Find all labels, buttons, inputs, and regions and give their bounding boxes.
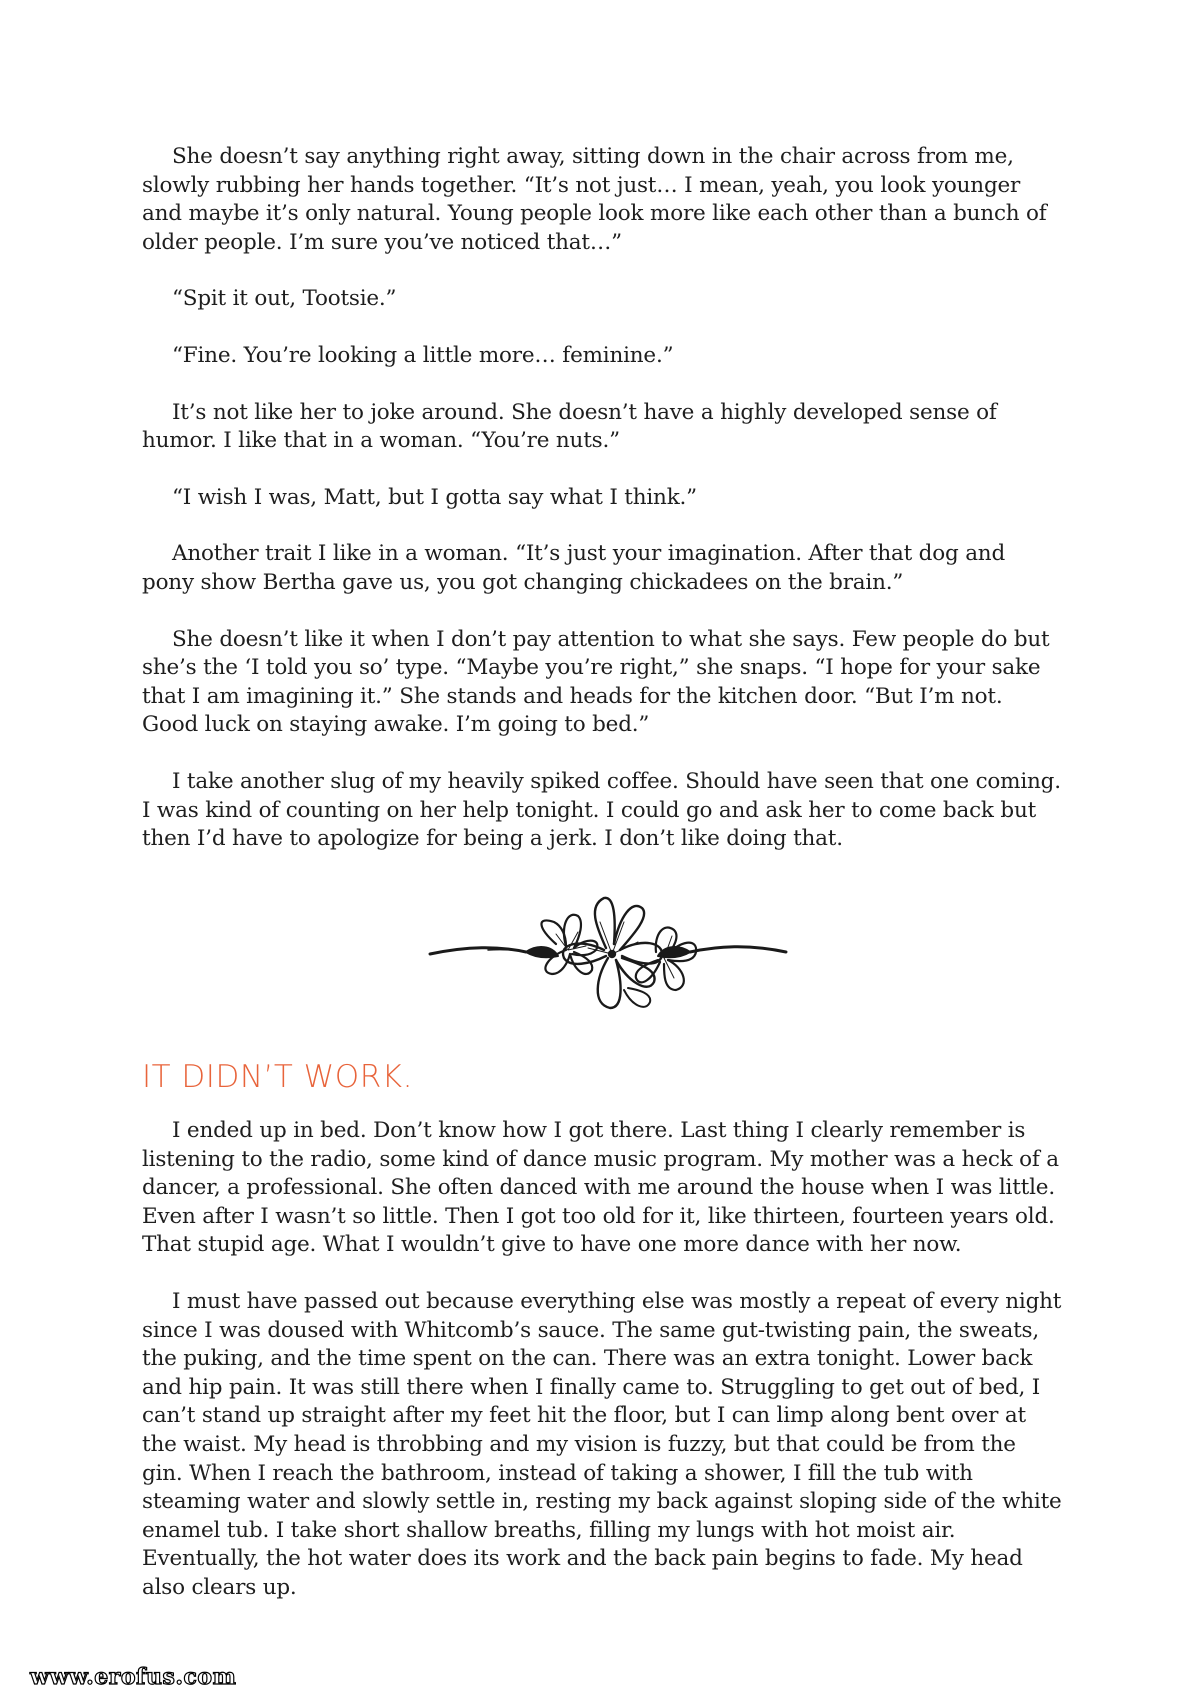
lily-flowers-divider-icon bbox=[428, 886, 788, 1026]
paragraph: I ended up in bed. Don’t know how I got there. Last thing I clearly remember is listening to the radio, some kind of dance music program. My mother was a heck of a dancer, a professional. She often danced with me around the house when I was little. Even after I wasn’t so little. Then I got too old for it, like thirteen, fourteen years old. That stupid age. What I wouldn’t give to have one more dance with her now. bbox=[142, 1118, 1059, 1258]
watermark: www.erofus.com bbox=[30, 1664, 237, 1690]
section-heading: IT DIDN’T WORK. bbox=[142, 1059, 413, 1095]
section-2-text bbox=[142, 1117, 1062, 1631]
paragraph: I must have passed out because everything else was mostly a repeat of every night since I was doused with Whitcomb’s sauce. The same gut-twisting pain, the sweats, the puking, and the time spent on the can. There was an extra tonight. Lower back and hip pain. It was still there when I finally came to. Struggling to get out of bed, I can’t stand up straight after my feet hit the floor, but I can limp along bent over at the waist. My head is throbbing and my vision is fuzzy, but that could be from the gin. When I reach the bathroom, instead of taking a shower, I fill the tub with steaming water and slowly settle in, resting my back against sloping side of the white enamel tub. I take short shallow breaths, filling my lungs with hot moist air. Eventually, the hot water does its work and the back pain begins to fade. My head also clears up. bbox=[142, 1288, 1062, 1600]
paragraph: It’s not like her to joke around. She doesn’t have a highly developed sense of humor. I like that in a woman. “You’re nuts.” bbox=[142, 399, 997, 454]
paragraph: “Spit it out, Tootsie.” bbox=[172, 286, 397, 312]
paragraph: She doesn’t say anything right away, sitting down in the chair across from me, slowly rubbing her hands together. “It’s not just… I mean, yeah, you look younger and maybe it’s only natural. Young people look more like each other than a bunch of older people. I’m sure you’ve noticed that…” bbox=[142, 144, 1047, 255]
paragraph: She doesn’t like it when I don’t pay attention to what she says. Few people do but she’s the ‘I told you so’ type. “Maybe you’re right,” she snaps. “I hope for your sake that I am imagining it.” She stands and heads for the kitchen door. “But I’m not. Good luck on staying awake. I’m going to bed.” bbox=[142, 626, 1050, 738]
paragraph: “Fine. You’re looking a little more… feminine.” bbox=[172, 342, 674, 368]
paragraph: I take another slug of my heavily spiked coffee. Should have seen that one coming. I was kind of counting on her help tonight. I could go and ask her to come back but then I’d have to apologize for being a jerk. I don’t like doing that. bbox=[142, 768, 1061, 852]
section-1-text bbox=[142, 143, 1062, 882]
paragraph: Another trait I like in a woman. “It’s just your imagination. After that dog and pony show Bertha gave us, you got changing chickadees on the brain.” bbox=[142, 541, 1006, 595]
paragraph: “I wish I was, Matt, but I gotta say what I think.” bbox=[172, 484, 697, 510]
